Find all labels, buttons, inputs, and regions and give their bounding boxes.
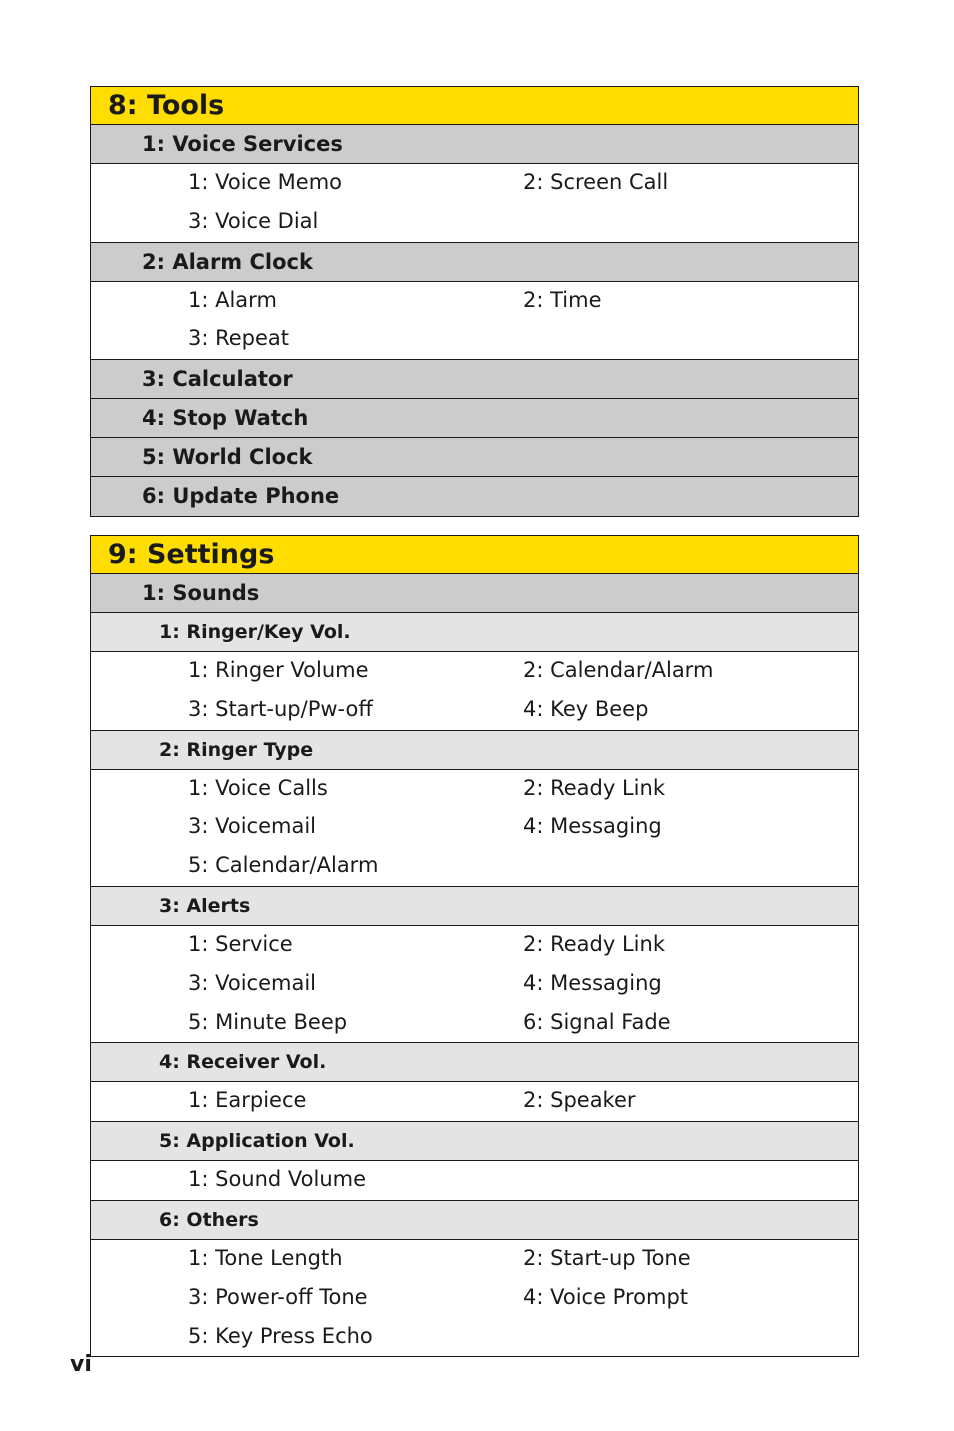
menu-item: 1: Sound Volume xyxy=(188,1167,367,1192)
list-item xyxy=(91,1318,858,1357)
menu-item: 3: Power-off Tone xyxy=(188,1284,368,1309)
menu-item: 2: Time xyxy=(523,287,602,312)
section-voice-services: 1: Voice Services xyxy=(91,125,858,164)
page-number: vi xyxy=(70,1352,92,1377)
menu-item: 2: Ready Link xyxy=(523,775,665,800)
list-item xyxy=(91,282,858,321)
menu-item: 5: Calendar/Alarm xyxy=(188,853,379,878)
list-item xyxy=(91,965,858,1004)
alerts-items xyxy=(91,926,858,1043)
list-item xyxy=(91,203,858,242)
menu-item: 1: Tone Length xyxy=(188,1245,343,1270)
subsection-ringer-key-vol: 1: Ringer/Key Vol. xyxy=(91,613,858,652)
menu-item: 4: Messaging xyxy=(523,970,662,995)
subsection-alerts: 3: Alerts xyxy=(91,887,858,926)
section-alarm-clock: 2: Alarm Clock xyxy=(91,243,858,282)
voice-services-items xyxy=(91,164,858,243)
menu-item: 4: Key Beep xyxy=(523,696,649,721)
menu-item: 3: Repeat xyxy=(188,326,290,351)
menu-item: 5: Key Press Echo xyxy=(188,1323,373,1348)
tools-menu-table xyxy=(90,86,859,517)
menu-item: 3: Start-up/Pw-off xyxy=(188,696,373,721)
tools-title: 8: Tools xyxy=(91,87,858,125)
menu-item: 1: Ringer Volume xyxy=(188,658,369,682)
settings-title: 9: Settings xyxy=(91,536,858,574)
menu-item: 3: Voicemail xyxy=(188,814,316,839)
menu-item: 4: Voice Prompt xyxy=(523,1284,689,1309)
list-item xyxy=(91,320,858,359)
menu-item: 3: Voice Dial xyxy=(188,208,319,233)
section-stop-watch: 4: Stop Watch xyxy=(91,399,858,438)
menu-item: 2: Calendar/Alarm xyxy=(523,658,714,682)
subsection-ringer-type: 2: Ringer Type xyxy=(91,731,858,770)
list-item xyxy=(91,164,858,203)
list-item xyxy=(91,1161,858,1200)
list-item xyxy=(91,1240,858,1279)
menu-item: 1: Voice Calls xyxy=(188,775,328,800)
settings-menu-table xyxy=(90,535,859,1357)
list-item xyxy=(91,1082,858,1121)
list-item xyxy=(91,808,858,847)
subsection-receiver-vol: 4: Receiver Vol. xyxy=(91,1043,858,1082)
menu-item: 1: Earpiece xyxy=(188,1088,307,1113)
subsection-application-vol: 5: Application Vol. xyxy=(91,1122,858,1161)
application-vol-items xyxy=(91,1161,858,1201)
menu-item: 2: Speaker xyxy=(523,1088,636,1113)
menu-item: 2: Ready Link xyxy=(523,931,665,956)
list-item xyxy=(91,847,858,886)
list-item xyxy=(91,652,858,691)
section-calculator: 3: Calculator xyxy=(91,360,858,399)
alarm-clock-items xyxy=(91,282,858,361)
menu-item: 1: Alarm xyxy=(188,287,277,312)
list-item xyxy=(91,926,858,965)
receiver-vol-items xyxy=(91,1082,858,1122)
menu-item: 1: Voice Memo xyxy=(188,170,343,194)
menu-item: 4: Messaging xyxy=(523,814,662,839)
subsection-others: 6: Others xyxy=(91,1201,858,1240)
menu-item: 6: Signal Fade xyxy=(523,1009,671,1034)
others-items xyxy=(91,1240,858,1356)
list-item xyxy=(91,770,858,809)
menu-item: 2: Screen Call xyxy=(523,170,669,194)
section-update-phone: 6: Update Phone xyxy=(91,477,858,516)
menu-item: 1: Service xyxy=(188,931,293,956)
ringer-key-vol-items xyxy=(91,652,858,731)
list-item xyxy=(91,1004,858,1043)
ringer-type-items xyxy=(91,770,858,887)
menu-item: 2: Start-up Tone xyxy=(523,1245,691,1270)
menu-item: 3: Voicemail xyxy=(188,970,316,995)
menu-item: 5: Minute Beep xyxy=(188,1009,348,1034)
section-sounds: 1: Sounds xyxy=(91,574,858,613)
section-world-clock: 5: World Clock xyxy=(91,438,858,477)
list-item xyxy=(91,1279,858,1318)
list-item xyxy=(91,691,858,730)
